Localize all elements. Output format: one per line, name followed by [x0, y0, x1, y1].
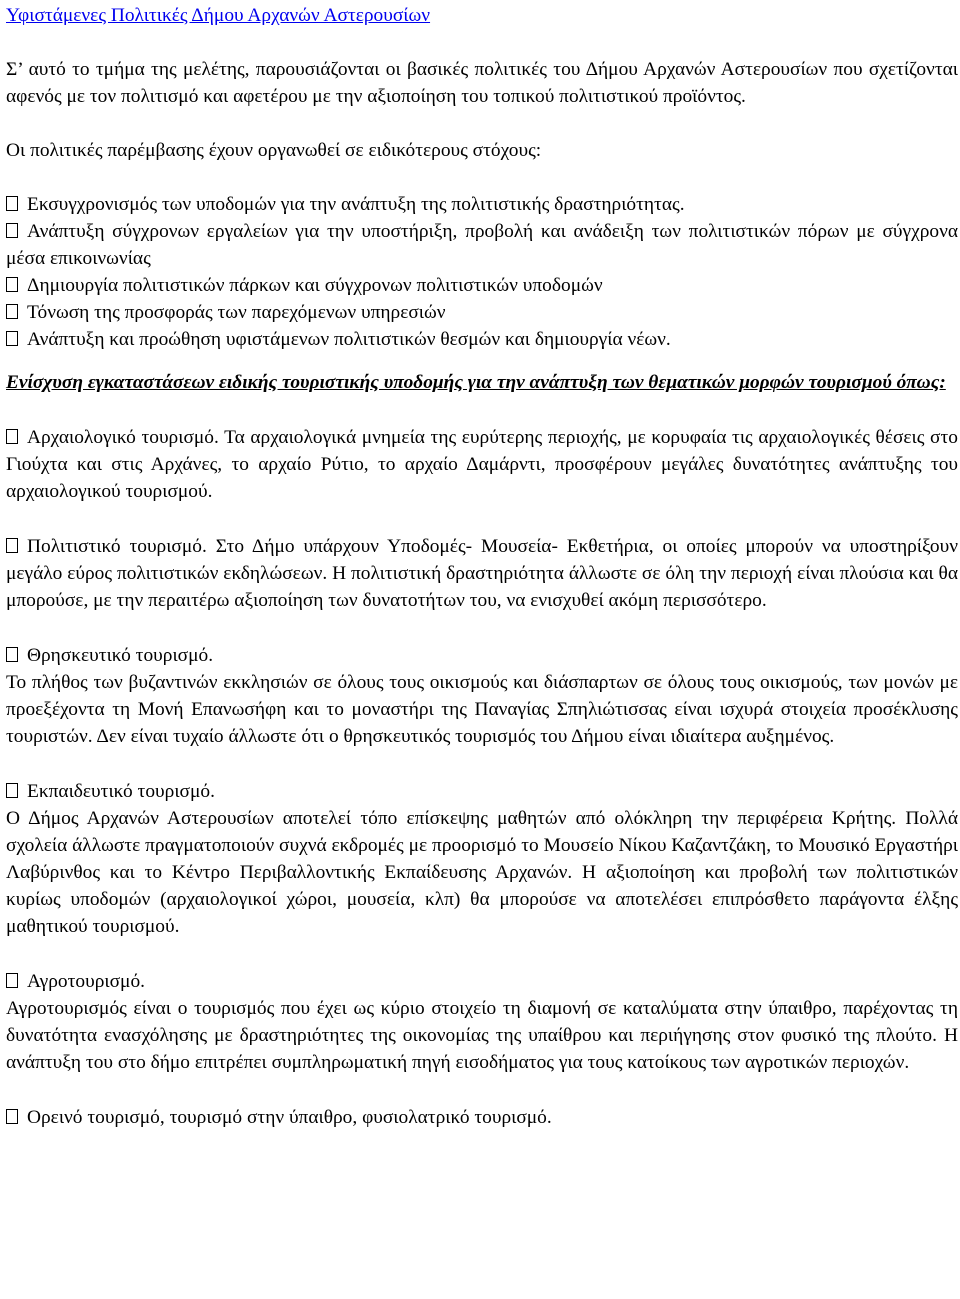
tourism-religious-text: Το πλήθος των βυζαντινών εκκλησιών σε όλους τους οικισμούς και διάσπαρτων σε όλους τους οικισμούς, των μονών με προεξέχοντα τη Μονή Επανωσήφη και το μοναστήρι της Παναγίας Σπηλιώτισσας είναι ισχυρά στοιχεία προσέκλυσης τουριστών. Δεν είναι τυχαίο άλλωστε ότι ο θρησκευτικός τουρισμός του Δήμου είναι ιδιαίτερα αυξημένος.: [6, 672, 958, 747]
spacer: [6, 940, 958, 968]
bullet-icon: [6, 223, 18, 238]
bullet-icon: [6, 331, 18, 346]
list-item-text: Ανάπτυξη σύγχρονων εργαλείων για την υποστήριξη, προβολή και ανάδειξη των πολιτιστικών πόρων με σύγχρονα μέσα επικοινωνίας: [6, 221, 958, 269]
intro-paragraph: Σ’ αυτό το τμήμα της μελέτης, παρουσιάζονται οι βασικές πολιτικές του Δήμου Αρχανών Αστερουσίων που σχετίζονται αφενός με τον πολιτισμό και αφετέρου με την αξιοποίηση του τοπικού πολιτιστικού προϊόντος.: [6, 59, 958, 107]
list-item-text: Τόνωση της προσφοράς των παρεχόμενων υπηρεσιών: [27, 302, 446, 323]
spacer: [6, 750, 958, 778]
list-item: [6, 299, 958, 326]
list-item-text: Εκσυγχρονισμός των υποδομών για την ανάπτυξη της πολιτιστικής δραστηριότητας.: [27, 194, 685, 215]
spacer: [6, 505, 958, 533]
spacer: [6, 29, 958, 56]
spacer: [6, 110, 958, 137]
tourism-label: Πολιτιστικό τουρισμό.: [27, 536, 207, 557]
tourism-educational-text: Ο Δήμος Αρχανών Αστερουσίων αποτελεί τόπο επίσκεψης μαθητών από ολόκληρη την περιφέρεια Κρήτης. Πολλά σχολεία άλλωστε πραγματοποιούν συχνά εκδρομές με προορισμό το Μουσείο Νίκου Καζαντζάκη, το Μουσικό Εργαστήρι Λαβύρινθος και το Κέντρο Περιβαλλοντικής Εκπαίδευσης Αρχανών. Η αξιοποίηση και προβολή των πολιτιστικών κυρίως υποδομών (αρχαιολογικοί χώροι, μουσεία, κλπ) θα μπορούσε να αποτελέσει επιπρόσθετο παράγοντα έλξης μαθητικού τουρισμού.: [6, 808, 958, 937]
spacer: [6, 396, 958, 424]
list-item-text: Δημιουργία πολιτιστικών πάρκων και σύγχρονων πολιτιστικών υποδομών: [27, 275, 603, 296]
spacer: [6, 164, 958, 191]
bullet-icon: [6, 783, 18, 798]
bullet-icon: [6, 429, 18, 444]
bullet-icon: [6, 538, 18, 553]
bullet-icon: [6, 304, 18, 319]
spacer: [6, 614, 958, 642]
bullet-icon: [6, 973, 18, 988]
tourism-label: Ορεινό τουρισμό, τουρισμό στην ύπαιθρο, φυσιολατρικό τουρισμό.: [27, 1107, 552, 1128]
tourism-mountain-label: [6, 1104, 958, 1131]
tourism-cultural: [6, 533, 958, 614]
spacer: [6, 1076, 958, 1104]
bullet-icon: [6, 277, 18, 292]
section-heading: Ενίσχυση εγκαταστάσεων ειδικής τουριστικής υποδομής για την ανάπτυξη των θεματικών μορφών τουρισμού όπως:: [6, 372, 946, 393]
tourism-agro-text: Αγροτουρισμός είναι ο τουρισμός που έχει ως κύριο στοιχείο τη διαμονή σε καταλύματα στην ύπαιθρο, παρέχοντας τη δυνατότητα ενασχόλησης με δραστηριότητες της οικονομίας της υπαίθρου και περιήγησης στον φυσικό της πλούτο. Η ανάπτυξη του στο δήμο επιτρέπει συμπληρωματική πηγή εισοδήματος για τους κατοίκους των αγροτικών περιοχών.: [6, 998, 958, 1073]
tourism-text: Στο Δήμο υπάρχουν Υποδομές- Μουσεία- Εκθετήρια, οι οποίες μπορούν να υποστηρίξουν μεγάλο εύρος πολιτιστικών εκδηλώσεων. Η πολιτιστική δραστηριότητα άλλωστε σε όλη την περιοχή είναι πλούσια και θα μπορούσε, με την περαιτέρω αξιοποίηση των δυνατοτήτων του, να ενισχυθεί ακόμη περισσότερο.: [6, 536, 958, 611]
goals-list: [6, 191, 958, 353]
tourism-agro-label: [6, 968, 958, 995]
list-item: [6, 218, 958, 272]
tourism-religious-label: [6, 642, 958, 669]
list-item: [6, 326, 958, 353]
tourism-label: Αρχαιολογικό τουρισμό.: [27, 427, 219, 448]
bullet-icon: [6, 196, 18, 211]
page-title[interactable]: Υφιστάμενες Πολιτικές Δήμου Αρχανών Αστερουσίων: [6, 5, 431, 26]
goals-intro: Οι πολιτικές παρέμβασης έχουν οργανωθεί σε ειδικότερους στόχους:: [6, 140, 542, 161]
tourism-educational-label: [6, 778, 958, 805]
tourism-text: Τα αρχαιολογικά μνημεία της ευρύτερης περιοχής, με κορυφαία τις αρχαιολογικές θέσεις στο Γιούχτα και στις Αρχάνες, το αρχαίο Ρύτιο, το αρχαίο Δαμάρντι, προσφέρουν μεγάλες δυνατότητες ανάπτυξης του αρχαιολογικού τουρισμού.: [6, 427, 958, 502]
spacer: [6, 353, 958, 369]
tourism-label: Αγροτουρισμό.: [27, 971, 145, 992]
document-page: [6, 2, 958, 1131]
tourism-label: Εκπαιδευτικό τουρισμό.: [27, 781, 215, 802]
list-item: [6, 272, 958, 299]
list-item-text: Ανάπτυξη και προώθηση υφιστάμενων πολιτιστικών θεσμών και δημιουργία νέων.: [27, 329, 671, 350]
tourism-archaeological: [6, 424, 958, 505]
bullet-icon: [6, 647, 18, 662]
bullet-icon: [6, 1109, 18, 1124]
tourism-label: Θρησκευτικό τουρισμό.: [27, 645, 214, 666]
list-item: [6, 191, 958, 218]
